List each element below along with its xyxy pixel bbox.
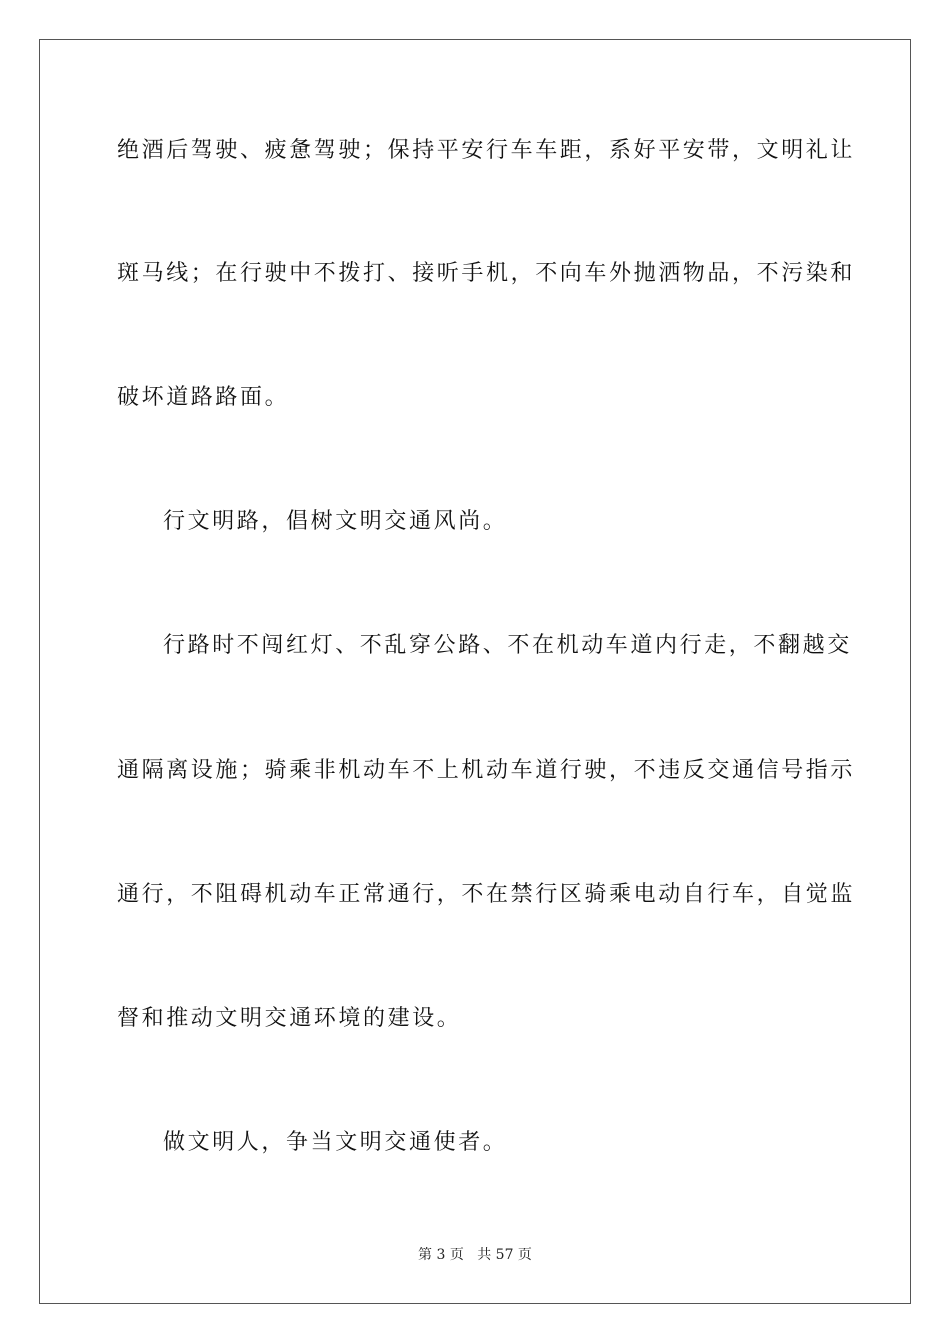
body-text-line: 斑马线；在行驶中不拨打、接听手机，不向车外抛洒物品，不污染和	[117, 261, 856, 286]
paragraph-heading-line: 行文明路，倡树文明交通风尚。	[163, 509, 508, 534]
body-text-line: 通隔离设施；骑乘非机动车不上机动车道行驶，不违反交通信号指示	[117, 758, 856, 783]
paragraph-heading-line: 做文明人，争当文明交通使者。	[163, 1130, 508, 1155]
page-number: 第 3 页	[418, 1247, 464, 1263]
body-text-line: 通行，不阻碍机动车正常通行，不在禁行区骑乘电动自行车，自觉监	[117, 882, 856, 907]
body-text-line: 督和推动文明交通环境的建设。	[117, 1006, 462, 1031]
page-footer	[0, 1245, 950, 1265]
page-frame	[39, 39, 911, 1304]
body-text-line: 破坏道路路面。	[117, 385, 290, 410]
page-total: 共 57 页	[477, 1247, 532, 1263]
body-text-line: 绝酒后驾驶、疲惫驾驶；保持平安行车车距，系好平安带，文明礼让	[117, 138, 856, 163]
body-text-line: 行路时不闯红灯、不乱穿公路、不在机动车道内行走，不翻越交	[163, 633, 852, 658]
